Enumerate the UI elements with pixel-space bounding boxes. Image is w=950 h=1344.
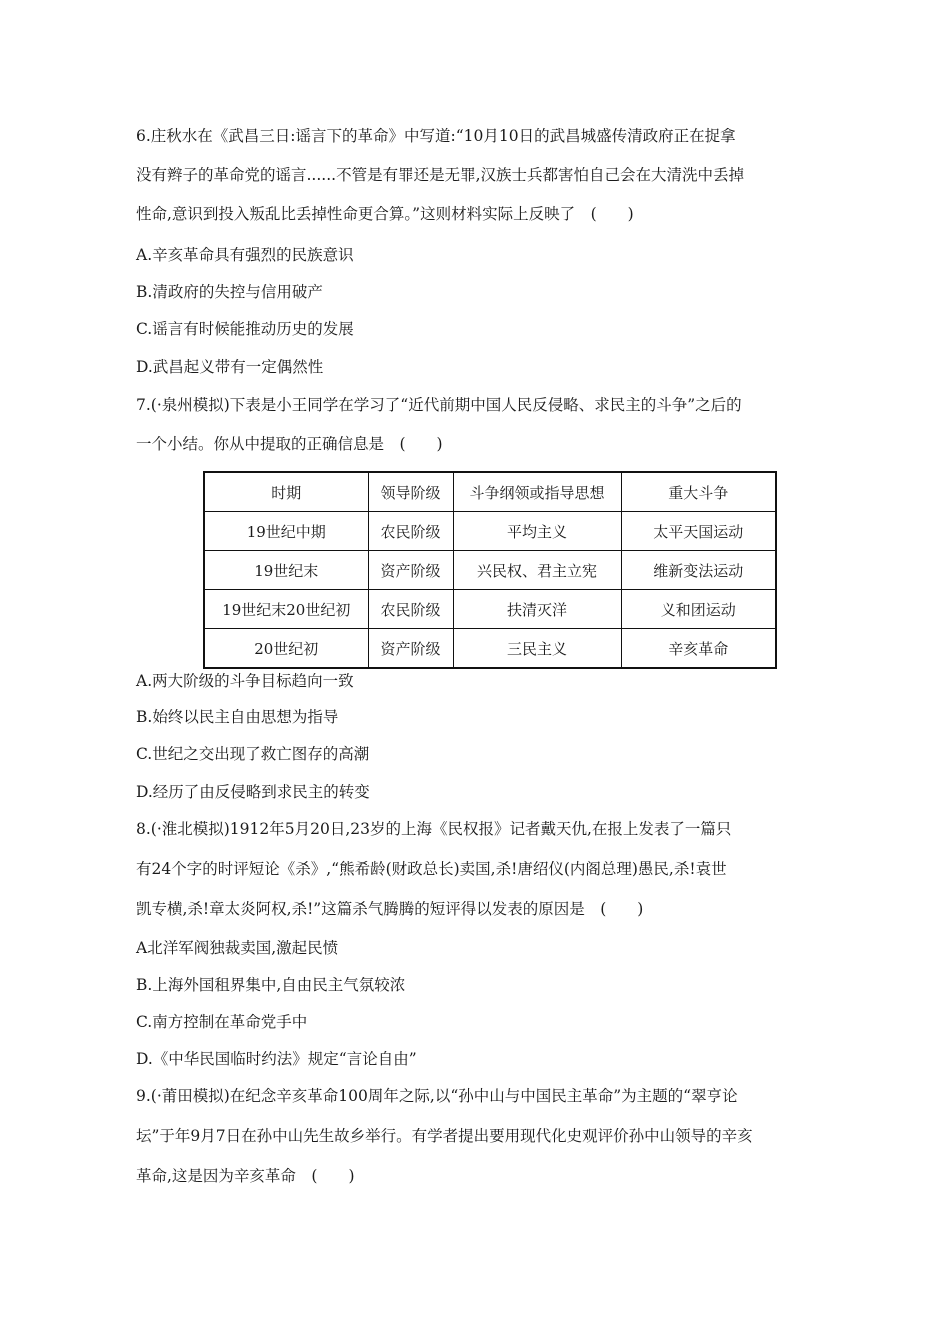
table-cell: 辛亥革命 (621, 629, 776, 669)
table-cell: 20世纪初 (204, 629, 368, 669)
q7-option-c: C.世纪之交出现了救亡图存的高潮 (136, 745, 370, 763)
q9-line-2: 坛”于年9月7日在孙中山先生故乡举行。有学者提出要用现代化史观评价孙中山领导的辛亥 (136, 1127, 753, 1145)
q7-option-b: B.始终以民主自由思想为指导 (136, 708, 339, 726)
table-cell: 义和团运动 (621, 590, 776, 629)
table-header-row (204, 472, 776, 512)
table-cell: 农民阶级 (368, 590, 453, 629)
q7-line-1: 7.(·泉州模拟)下表是小王同学在学习了“近代前期中国人民反侵略、求民主的斗争”之后的 (136, 396, 742, 414)
q8-option-b: B.上海外国租界集中,自由民主气氛较浓 (136, 976, 406, 994)
table-cell: 维新变法运动 (621, 551, 776, 590)
table-cell: 平均主义 (453, 512, 621, 551)
q8-line-3: 凯专横,杀!章太炎阿权,杀!”这篇杀气腾腾的短评得以发表的原因是 ( ) (136, 900, 644, 918)
table-cell: 三民主义 (453, 629, 621, 669)
q6-option-a: A.辛亥革命具有强烈的民族意识 (136, 246, 354, 264)
q8-line-2: 有24个字的时评短论《杀》,“熊希龄(财政总长)卖国,杀!唐绍仪(内阁总理)愚民,杀!袁世 (136, 860, 727, 878)
q9-line-3: 革命,这是因为辛亥革命 ( ) (136, 1167, 355, 1185)
q7-option-d: D.经历了由反侵略到求民主的转变 (136, 783, 370, 801)
q6-option-b: B.清政府的失控与信用破产 (136, 283, 323, 301)
table-header: 斗争纲领或指导思想 (453, 472, 621, 512)
table-row (204, 629, 776, 669)
q6-option-c: C.谣言有时候能推动历史的发展 (136, 320, 354, 338)
table-header: 领导阶级 (368, 472, 453, 512)
q8-option-c: C.南方控制在革命党手中 (136, 1013, 308, 1031)
table-header: 时期 (204, 472, 368, 512)
q7-option-a: A.两大阶级的斗争目标趋向一致 (136, 672, 354, 690)
table-row (204, 590, 776, 629)
table-row (204, 551, 776, 590)
table-cell: 19世纪末20世纪初 (204, 590, 368, 629)
table-cell: 兴民权、君主立宪 (453, 551, 621, 590)
table-cell: 太平天国运动 (621, 512, 776, 551)
q8-option-d: D.《中华民国临时约法》规定“言论自由” (136, 1050, 417, 1068)
summary-table (203, 471, 777, 669)
q8-option-a: A北洋军阀独裁卖国,激起民愤 (136, 939, 339, 957)
table-cell: 资产阶级 (368, 629, 453, 669)
table-cell: 19世纪末 (204, 551, 368, 590)
table-cell: 资产阶级 (368, 551, 453, 590)
q6-line-3: 性命,意识到投入叛乱比丢掉性命更合算。”这则材料实际上反映了 ( ) (136, 205, 634, 223)
table-row (204, 512, 776, 551)
q6-option-d: D.武昌起义带有一定偶然性 (136, 358, 324, 376)
q6-line-1: 6.庄秋水在《武昌三日:谣言下的革命》中写道:“10月10日的武昌城盛传清政府正在捉拿 (136, 127, 736, 145)
q8-line-1: 8.(·淮北模拟)1912年5月20日,23岁的上海《民权报》记者戴天仇,在报上发表了一篇只 (136, 820, 732, 838)
table-header: 重大斗争 (621, 472, 776, 512)
q9-line-1: 9.(·莆田模拟)在纪念辛亥革命100周年之际,以“孙中山与中国民主革命”为主题的“翠亨论 (136, 1087, 738, 1105)
table-cell: 农民阶级 (368, 512, 453, 551)
table-cell: 扶清灭洋 (453, 590, 621, 629)
table-cell: 19世纪中期 (204, 512, 368, 551)
q7-line-2: 一个小结。你从中提取的正确信息是 ( ) (136, 435, 443, 453)
q6-line-2: 没有辫子的革命党的谣言......不管是有罪还是无罪,汉族士兵都害怕自己会在大清洗中丢掉 (136, 166, 744, 184)
